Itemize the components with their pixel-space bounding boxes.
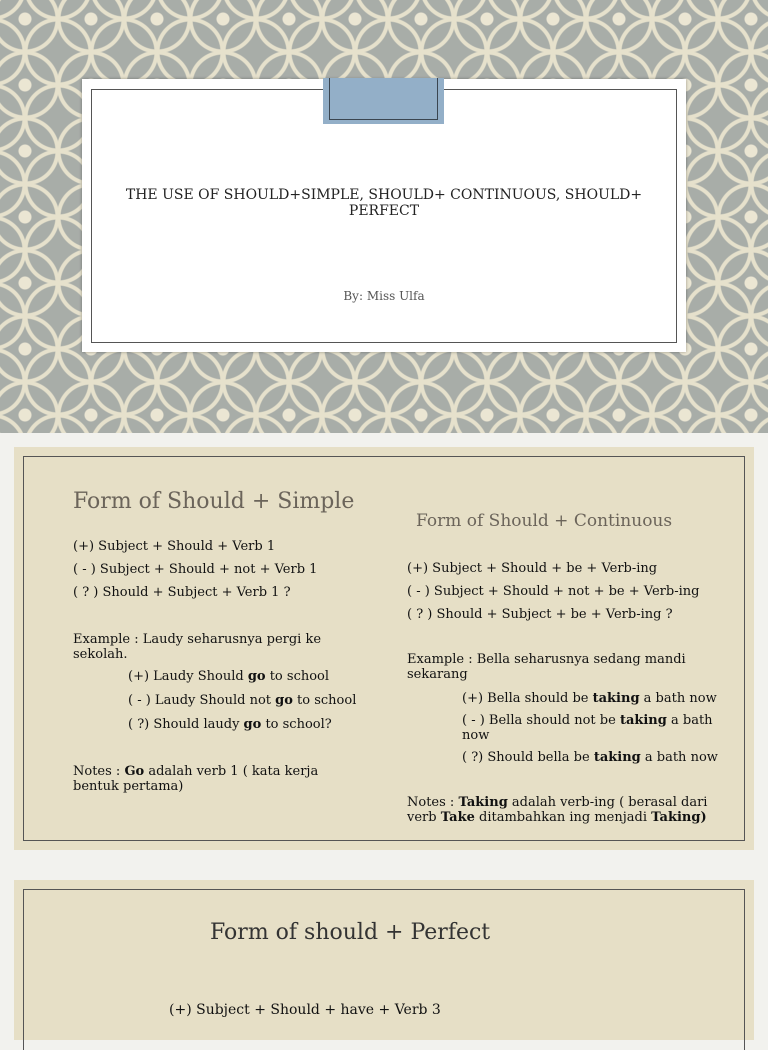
simple-example-negative: ( - ) Laudy Should not go to school [128, 693, 357, 708]
perfect-slide [14, 880, 754, 1040]
simple-example-positive: (+) Laudy Should go to school [128, 669, 330, 684]
continuous-column [407, 561, 737, 825]
simple-positive-form: (+) Subject + Should + Verb 1 [73, 539, 276, 554]
simple-negative-form: ( - ) Subject + Should + not + Verb 1 [73, 562, 318, 577]
simple-continuous-slide [14, 447, 754, 850]
simple-notes: Notes : Go adalah verb 1 ( kata kerja bentuk pertama) [73, 764, 319, 794]
continuous-negative-form: ( - ) Subject + Should + not + be + Verb-ing [407, 584, 700, 599]
continuous-positive-form: (+) Subject + Should + be + Verb-ing [407, 561, 658, 576]
title-slide [0, 0, 768, 433]
slide-title: THE USE OF SHOULD+SIMPLE, SHOULD+ CONTINUOUS, SHOULD+ PERFECT [125, 187, 643, 219]
perfect-heading: Form of should + Perfect [210, 920, 491, 945]
slide-author: By: Miss Ulfa [343, 289, 425, 303]
continuous-example-question: ( ?) Should bella be taking a bath now [462, 750, 718, 765]
continuous-example-negative: ( - ) Bella should not be taking a bath now [462, 713, 713, 743]
simple-example-intro: Example : Laudy seharusnya pergi ke sekolah. [73, 632, 322, 662]
continuous-question-form: ( ? ) Should + Subject + be + Verb-ing ? [407, 607, 673, 622]
continuous-example-intro: Example : Bella seharusnya sedang mandi sekarang [407, 652, 686, 682]
simple-column [73, 539, 358, 794]
continuous-example-positive: (+) Bella should be taking a bath now [462, 691, 717, 706]
simple-heading: Form of Should + Simple [73, 489, 355, 514]
title-card [82, 79, 686, 352]
simple-example-question: ( ?) Should laudy go to school? [128, 717, 332, 732]
continuous-notes: Notes : Taking adalah verb-ing ( berasal dari verb Take ditambahkan ing menjadi Taking) [407, 795, 708, 825]
perfect-positive-form: (+) Subject + Should + have + Verb 3 [169, 1002, 441, 1018]
title-card-tab [323, 78, 444, 124]
continuous-heading: Form of Should + Continuous [416, 511, 673, 531]
slide-frame [23, 889, 745, 1050]
simple-question-form: ( ? ) Should + Subject + Verb 1 ? [73, 585, 291, 600]
